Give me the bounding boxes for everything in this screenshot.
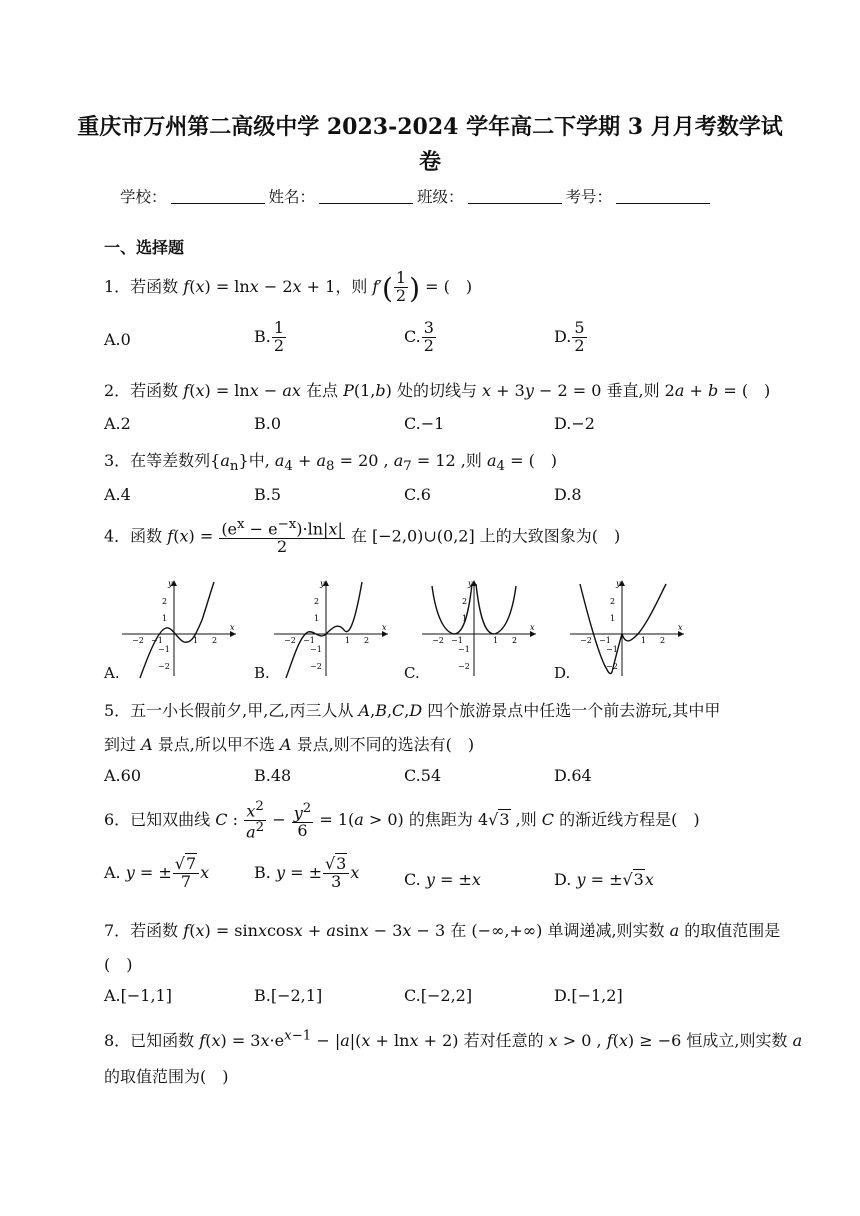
q5-option-b[interactable]: B.48 [254,766,292,785]
q7-option-a[interactable]: A.[−1,1] [104,986,172,1005]
svg-text:1: 1 [462,614,468,623]
svg-text:2: 2 [660,636,666,645]
name-label: 姓名： [268,188,316,206]
svg-text:−1: −1 [151,636,163,645]
class-blank[interactable] [468,189,562,204]
svg-text:−2: −2 [284,636,296,645]
svg-text:1: 1 [641,636,647,645]
svg-text:−1: −1 [458,645,470,654]
svg-text:1: 1 [193,636,199,645]
svg-text:2: 2 [314,597,320,606]
svg-text:2: 2 [462,597,468,606]
svg-text:x: x [382,623,387,632]
question-5-line2: 到过 A 景点,所以甲不选 A 景点,则不同的选法有( ) [104,735,475,754]
svg-text:2: 2 [212,636,218,645]
q5-option-d[interactable]: D.64 [554,766,592,785]
svg-text:−2: −2 [132,636,144,645]
q1-option-b[interactable]: B. $\frac{1}{2}$ [254,318,285,355]
svg-text:1: 1 [162,614,168,623]
q2-option-a[interactable]: A.2 [104,414,131,433]
q4-option-c[interactable]: C. [404,664,420,682]
school-label: 学校： [120,188,167,206]
q1-option-d[interactable]: D. $\frac{5}{2}$ [554,318,585,355]
q6-option-b[interactable]: B. y = ± $\frac{√3}{3}$ x [254,854,360,891]
svg-text:−1: −1 [158,645,170,654]
q3-option-b[interactable]: B.5 [254,485,282,504]
svg-text:−1: −1 [451,636,463,645]
svg-text:−2: −2 [580,636,592,645]
question-7-line2: ( ) [104,955,133,974]
q2-option-d[interactable]: D.−2 [554,414,595,433]
number-label: 考号： [565,188,613,206]
q4-option-a[interactable]: A. [104,664,120,682]
q6-option-c[interactable]: C. y = ±x [404,870,481,889]
class-label: 班级： [417,188,464,206]
svg-text:y: y [168,579,173,588]
svg-text:−1: −1 [303,636,315,645]
svg-text:x: x [678,623,683,632]
exam-title-line2: 卷 [418,149,441,175]
question-3: 3．在等差数列$\{a_n\}$中, $a_4 + a_8 = 20$ , $a_7 = 12$ ,则 $a_4$ = ( ) [104,451,558,475]
svg-text:2: 2 [512,636,518,645]
svg-text:y: y [320,579,325,588]
svg-text:x: x [530,623,535,632]
q2-option-c[interactable]: C.−1 [404,414,445,433]
q3-option-a[interactable]: A.4 [104,485,131,504]
svg-text:1: 1 [493,636,499,645]
q7-option-c[interactable]: C.[−2,2] [404,986,473,1005]
question-5-line1: 5．五一小长假前夕,甲,乙,丙三人从 A,B,C,D 四个旅游景点中任选一个前去游玩,其中甲 [104,701,721,720]
section-heading: 一、选择题 [104,238,185,257]
q4-option-d[interactable]: D. [554,664,571,682]
svg-text:−1: −1 [606,645,618,654]
q3-option-d[interactable]: D.8 [554,485,582,504]
graph-c[interactable] [418,576,540,680]
svg-text:1: 1 [610,614,616,623]
svg-text:−2: −2 [158,662,170,671]
q5-option-c[interactable]: C.54 [404,766,442,785]
svg-text:−1: −1 [310,645,322,654]
svg-text:1: 1 [314,614,320,623]
question-2: 2．若函数 f(x) = lnx − ax 在点 P(1,b) 处的切线与 x + 3y − 2 = 0 垂直,则 2a + b = ( ) [104,381,771,400]
question-8-line1: 8．已知函数 $f(x) = 3x\cdot e^{x-1} - |a|(x + \ln x + 2)$ 若对任意的 x > 0 , f(x) ≥ −6 恒成立,则实数 a [104,1028,803,1050]
q1-option-a[interactable]: A.0 [104,330,131,349]
q7-option-b[interactable]: B.[−2,1] [254,986,323,1005]
question-6: 6．已知双曲线 C : $\frac{x^2}{a^2}$ − $\frac{y^2}{6}$ = 1(a > 0) 的焦距为 4√3 ,则 C 的渐近线方程是( ) [104,799,700,842]
svg-text:2: 2 [610,597,616,606]
svg-text:1: 1 [345,636,351,645]
q2-option-b[interactable]: B.0 [254,414,282,433]
name-blank[interactable] [319,189,413,204]
svg-text:2: 2 [364,636,370,645]
exam-title-line1: 重庆市万州第二高级中学 2023-2024 学年高二下学期 3 月月考数学试 [77,114,783,140]
svg-text:y: y [468,579,473,588]
graph-a[interactable] [118,576,240,680]
q6-option-a[interactable]: A. y = ± $\frac{√7}{7}$ x [104,854,210,891]
q5-option-a[interactable]: A.60 [104,766,141,785]
svg-text:x: x [230,623,235,632]
svg-text:−2: −2 [310,662,322,671]
question-8-line2: 的取值范围为( ) [104,1067,229,1086]
q6-option-d[interactable]: D. y = ±√3x [554,870,654,889]
graph-d[interactable] [566,576,688,680]
graph-b[interactable] [270,576,392,680]
question-7-line1: 7．若函数 f(x) = sinxcosx + asinx − 3x − 3 在 (−∞,+∞) 单调递减,则实数 a 的取值范围是 [104,921,781,940]
svg-text:−2: −2 [458,662,470,671]
svg-text:−1: −1 [599,636,611,645]
question-4: 4．函数 f(x) = $\frac{(e^x - e^{-x})\cdot\ln|x|}{2}$ 在 [−2,0)∪(0,2] 上的大致图象为( ) [104,517,621,557]
svg-text:−2: −2 [432,636,444,645]
question-1: 1．若函数 f(x) = lnx − 2x + 1，则 f′( $\frac{1}{2}$ ) = ( ) [104,268,473,305]
q7-option-d[interactable]: D.[−1,2] [554,986,623,1005]
q3-option-c[interactable]: C.6 [404,485,431,504]
q4-option-b[interactable]: B. [254,664,270,682]
number-blank[interactable] [616,189,710,204]
svg-text:y: y [616,579,621,588]
svg-text:−2: −2 [606,662,618,671]
q1-option-c[interactable]: C. $\frac{3}{2}$ [404,318,434,355]
student-info-row [120,185,714,207]
svg-text:2: 2 [162,597,168,606]
school-blank[interactable] [171,189,265,204]
